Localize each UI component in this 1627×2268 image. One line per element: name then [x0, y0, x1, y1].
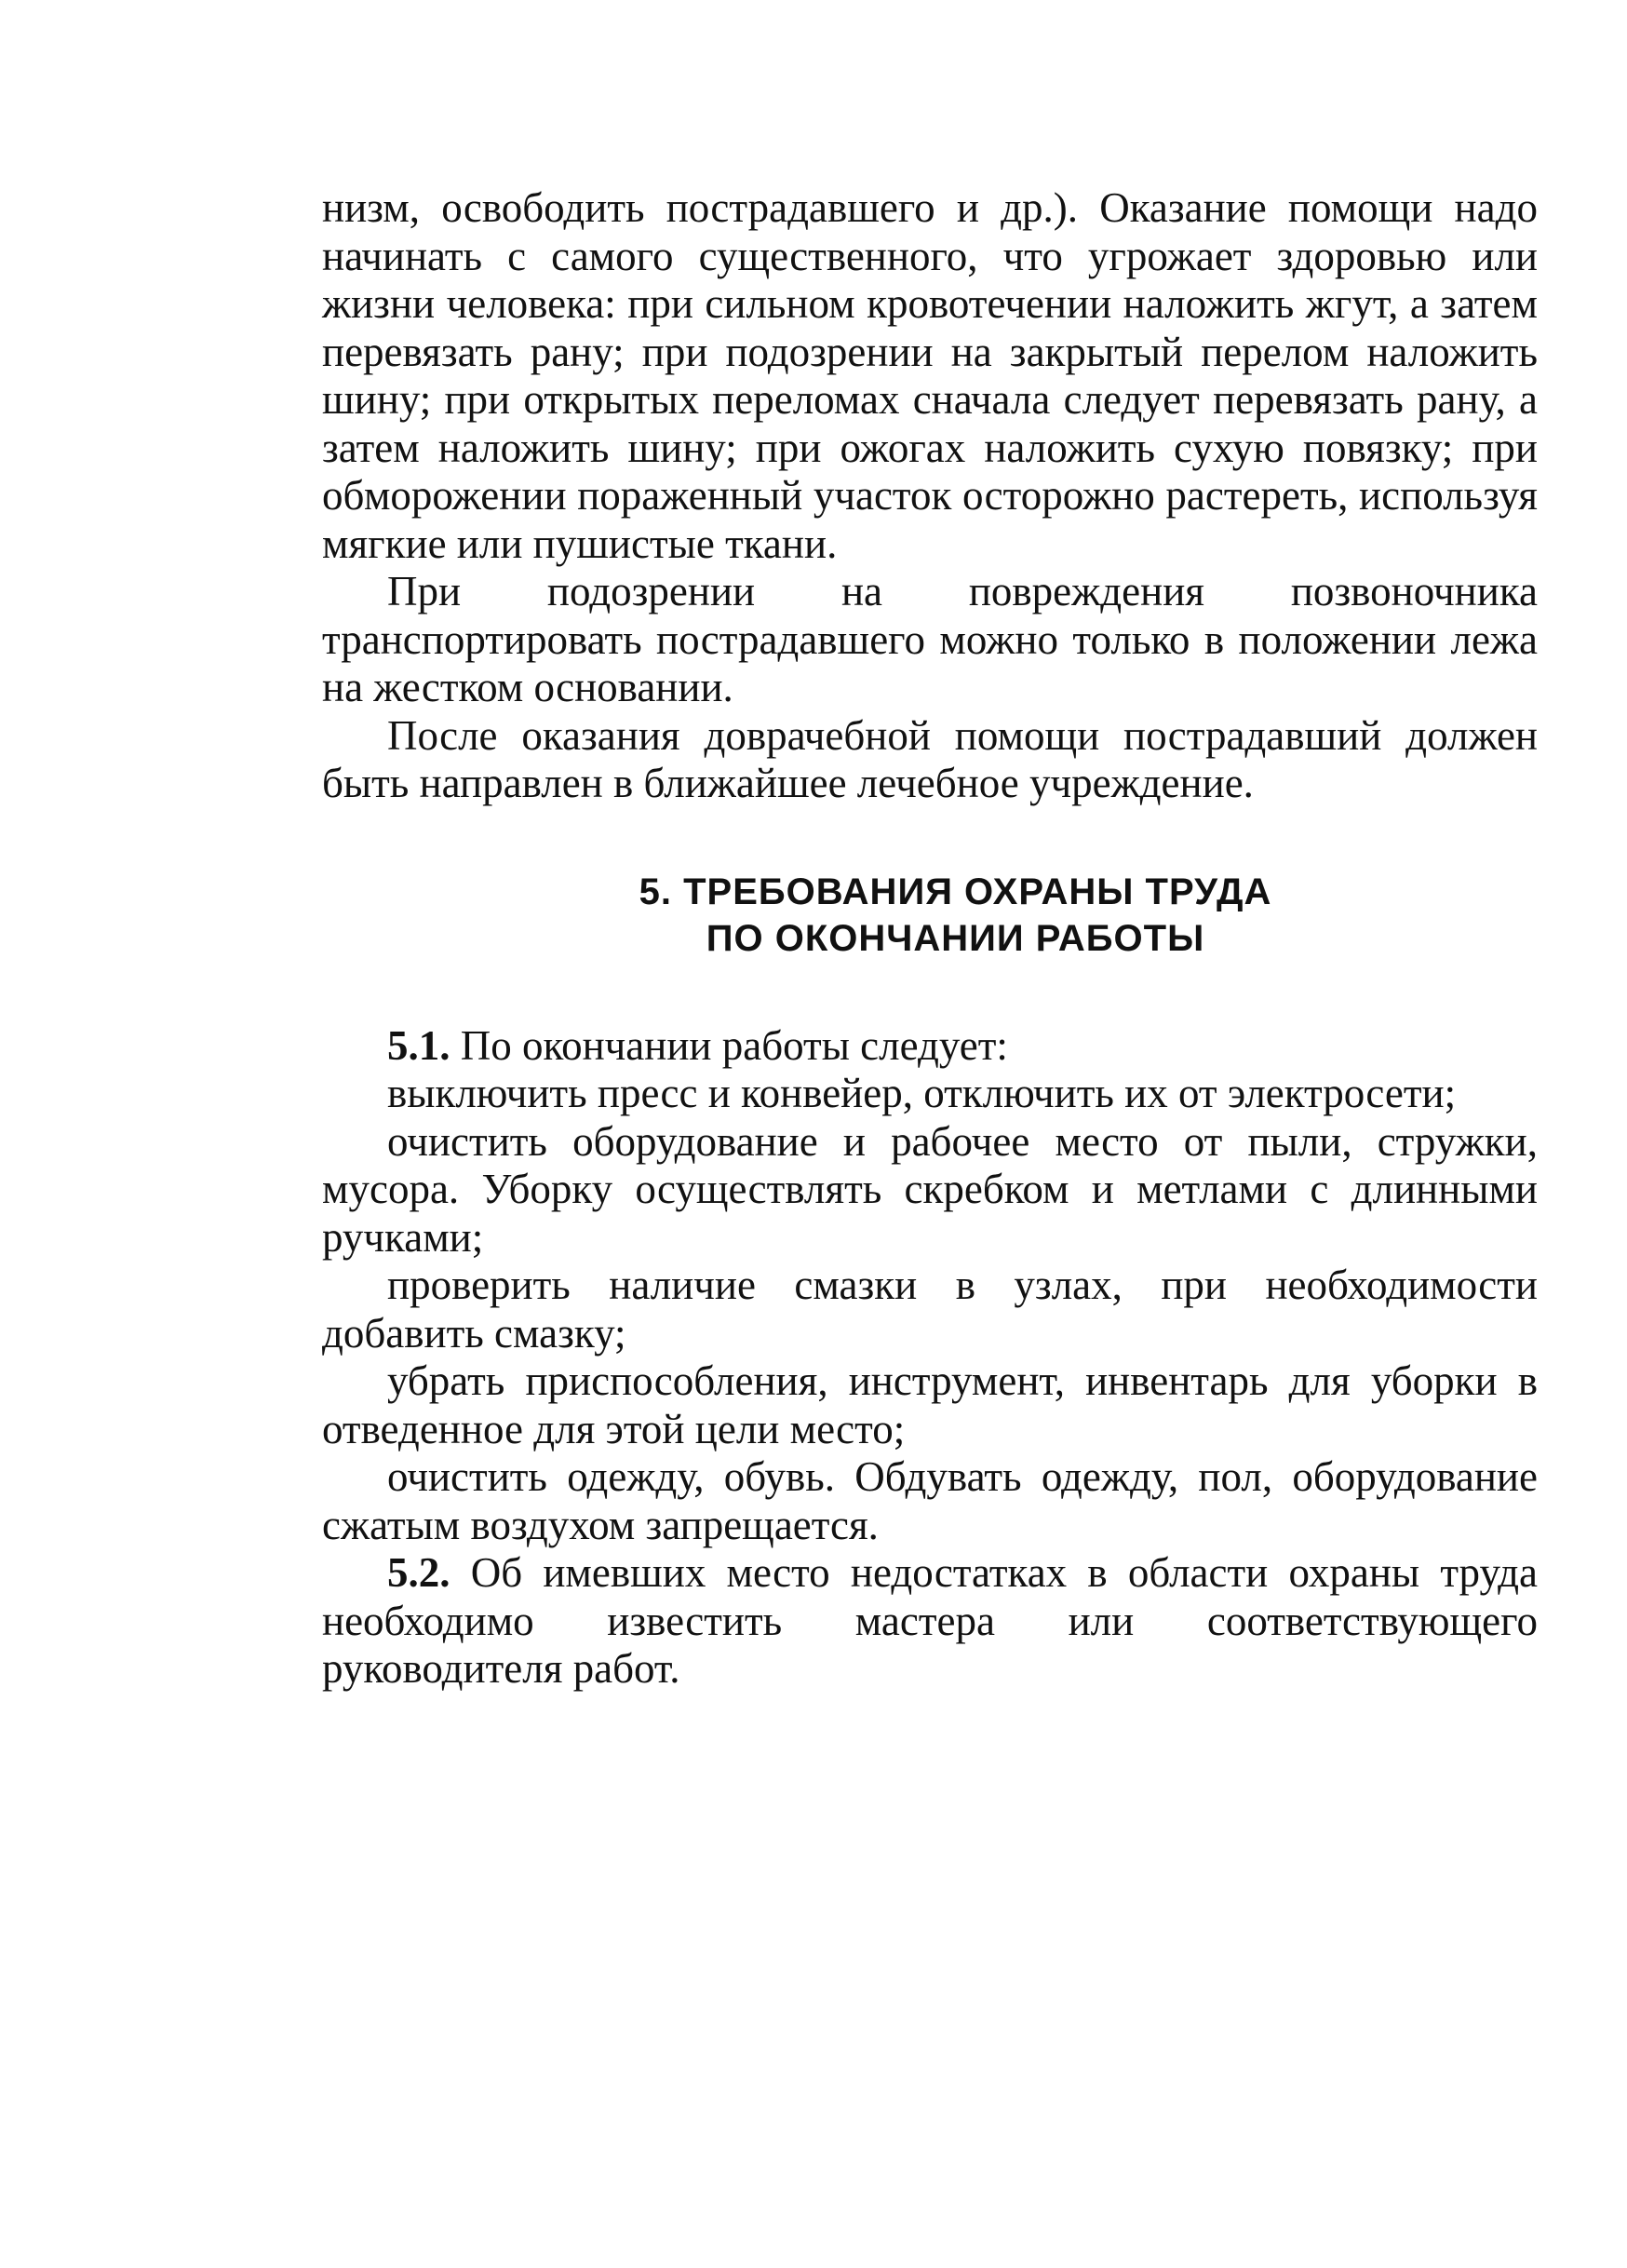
clause-item: убрать приспособления, инструмент, инвентарь для уборки в отведенное для этой цели место;: [322, 1357, 1538, 1452]
clause-item: очистить одежду, обувь. Обдувать одежду, пол, оборудование сжатым воздухом запрещается.: [322, 1453, 1538, 1548]
clause-item: выключить пресс и конвейер, отключить их от электросети;: [387, 1070, 1457, 1116]
section-heading: [322, 869, 1538, 962]
clause-5-1-text: По окончании работы следует:: [460, 1021, 1008, 1069]
page-body: [322, 184, 1538, 1694]
paragraph-first-aid-order: низм, освободить пострадавшего и др.). Оказание помощи надо начинать с самого существенного, что угрожает здоровью или жизни человека: при сильном кровотечении наложить жгут, а затем перевязать рану; при подозрении на закрытый перелом наложить шину; при открытых переломах сначала следует перевязать рану, а затем наложить шину; при ожогах наложить сухую повязку; при обморожении пораженный участок осторожно растереть, используя мягкие или пушистые ткани.: [322, 184, 1538, 567]
clause-item: проверить наличие смазки в узлах, при необходимости добавить смазку;: [322, 1262, 1538, 1357]
clause-5-2: [322, 1549, 1538, 1694]
clause-5-1-number: 5.1.: [387, 1021, 450, 1069]
paragraph-medical-facility: После оказания доврачебной помощи пострадавший должен быть направлен в ближайшее лечебное учреждение.: [322, 711, 1538, 806]
section-heading-line-1: 5. ТРЕБОВАНИЯ ОХРАНЫ ТРУДА: [639, 871, 1272, 912]
section-heading-line-2: ПО ОКОНЧАНИИ РАБОТЫ: [706, 917, 1205, 959]
clause-5-2-text: Об имевших место недостатках в области охраны труда необходимо известить мастера или соответствующего руководителя работ.: [322, 1549, 1538, 1692]
clause-item: очистить оборудование и рабочее место от пыли, стружки, мусора. Уборку осуществлять скребком и метлами с длинными ручками;: [322, 1117, 1538, 1261]
clause-5-2-number: 5.2.: [387, 1549, 450, 1596]
paragraph-spine-injury: При подозрении на повреждения позвоночника транспортировать пострадавшего можно только в положении лежа на жестком основании.: [322, 568, 1538, 710]
clause-5-1: [322, 1022, 1538, 1071]
